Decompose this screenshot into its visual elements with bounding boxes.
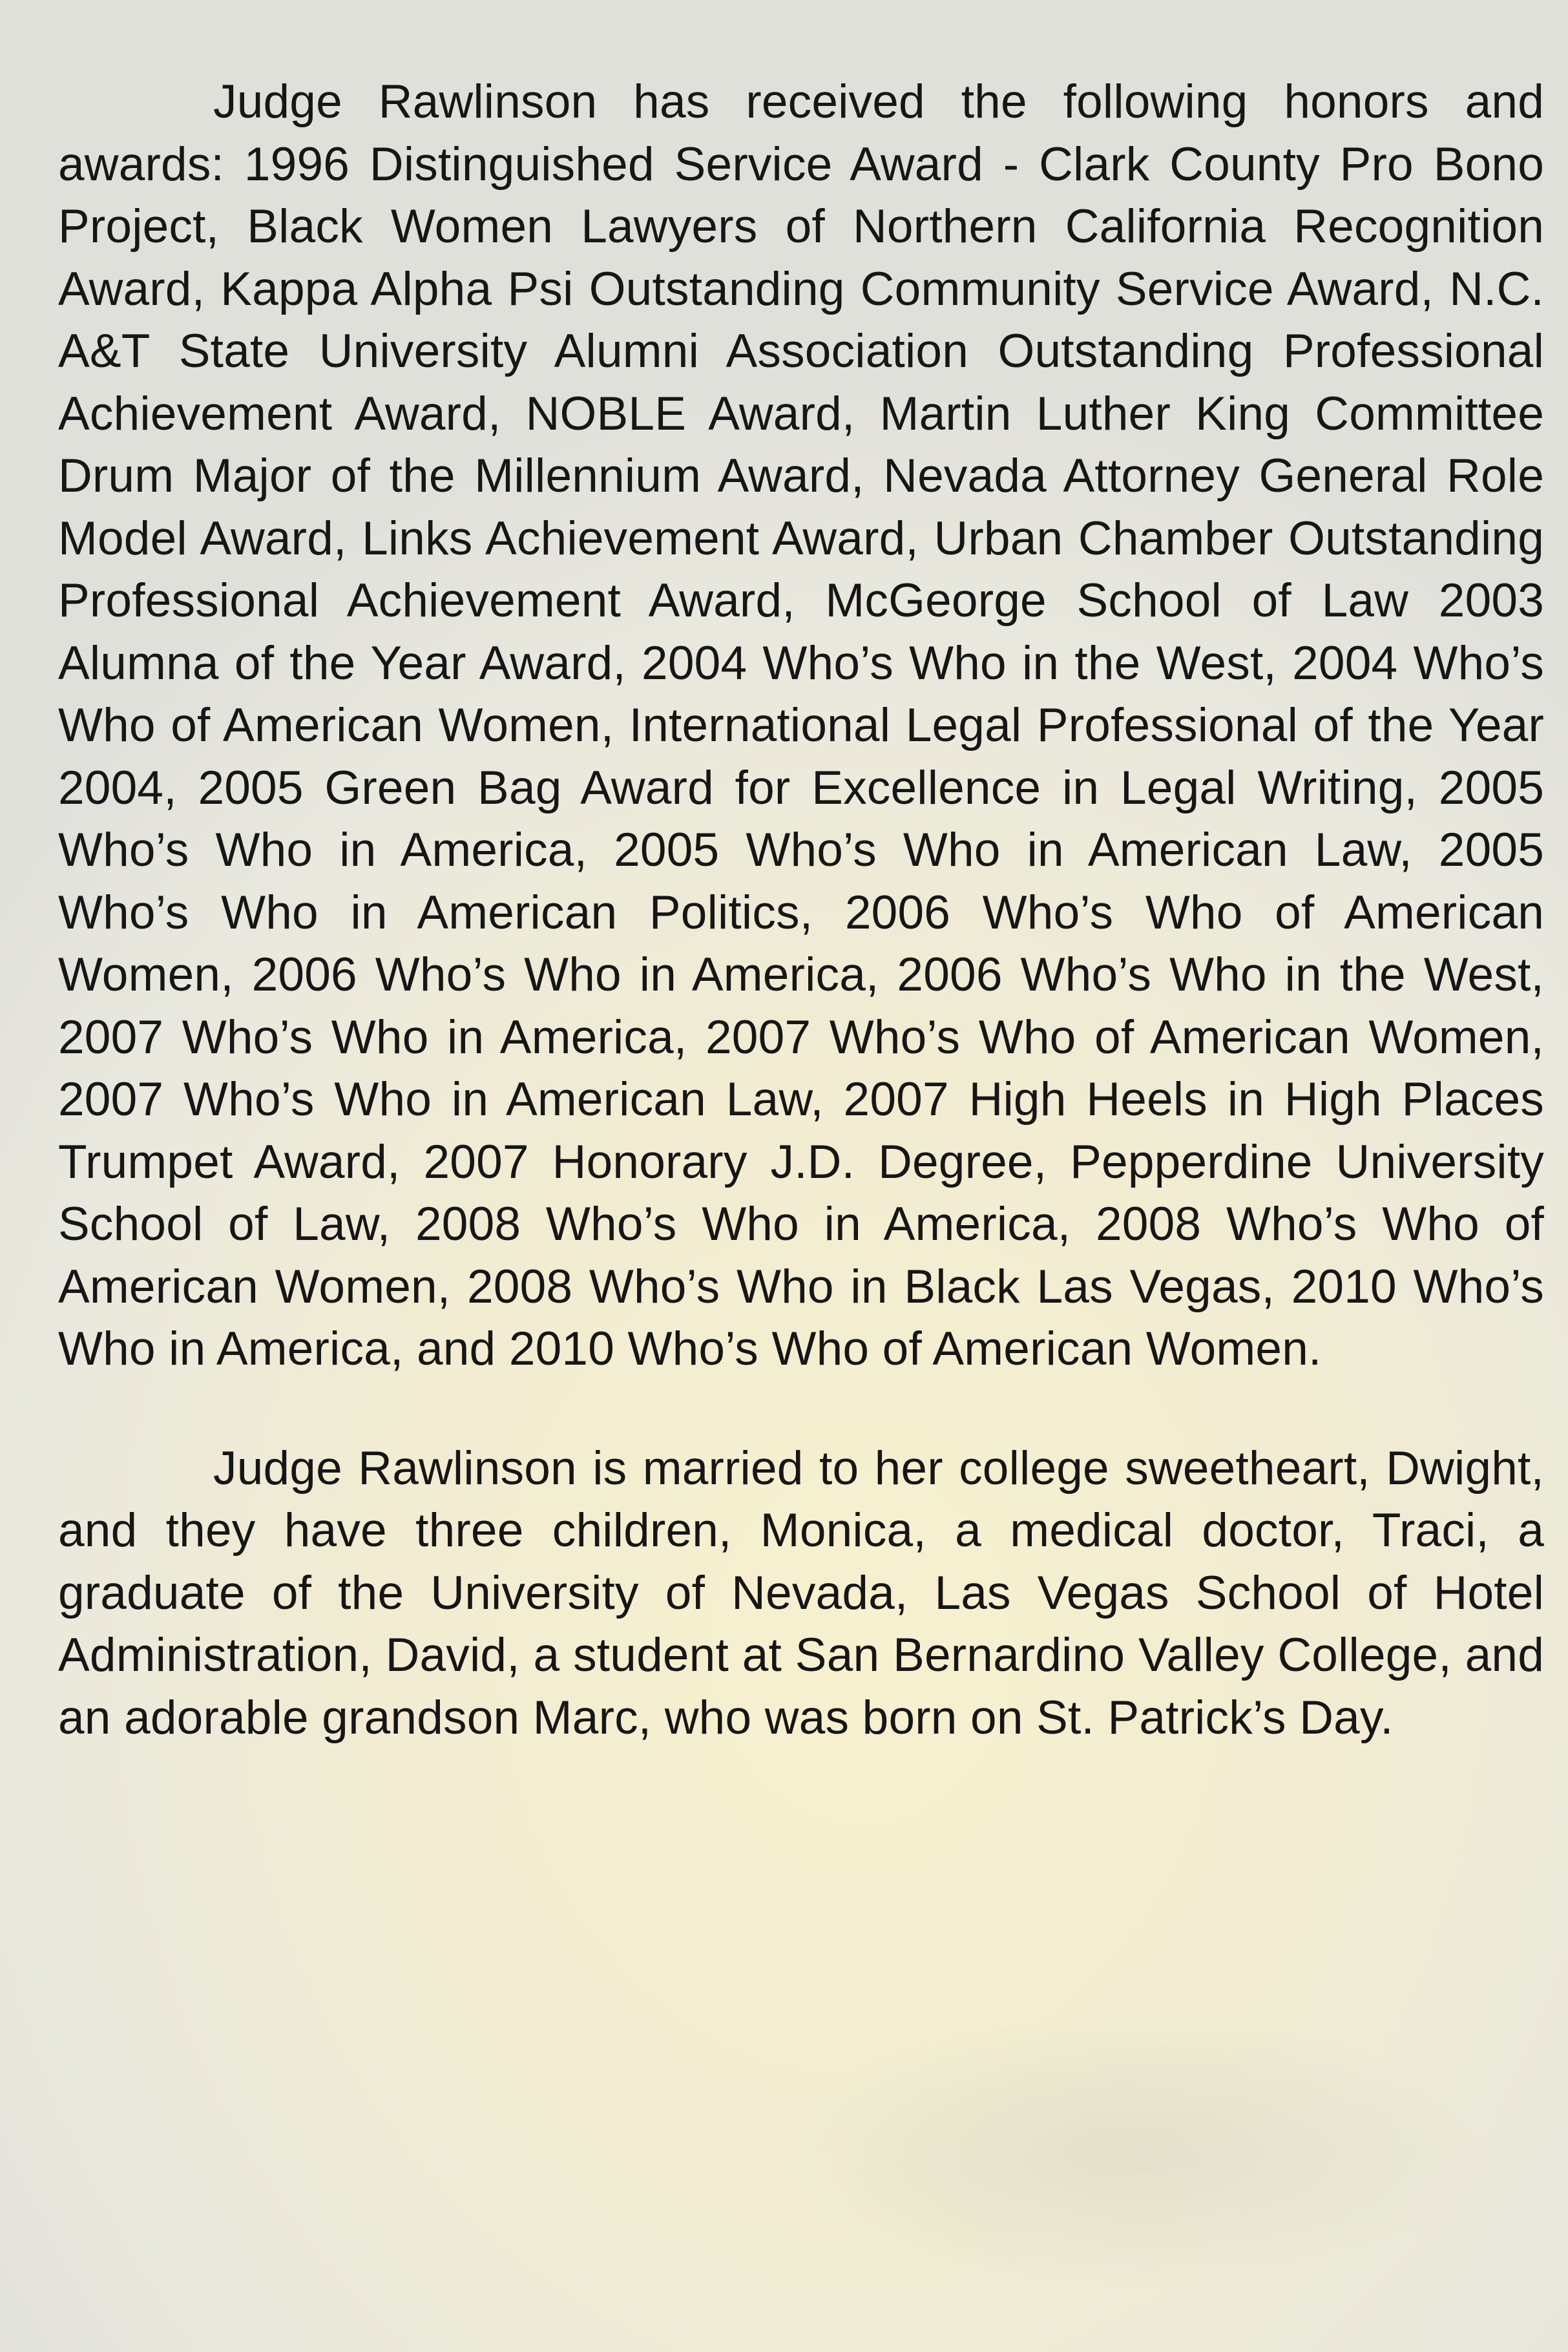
document-page [58,71,1544,1749]
honors-paragraph: Judge Rawlinson has received the following honors and awards: 1996 Distinguished Service Award - Clark County Pro Bono Project, Black Women Lawyers of Northern California Recognition Award, Kappa Alpha Psi Outstanding Community Service Award, N.C. A&T State University Alumni Association Outstanding Professional Achievement Award, NOBLE Award, Martin Luther King Committee Drum Major of the Millennium Award, Nevada Attorney General Role Model Award, Links Achievement Award, Urban Chamber Outstanding Professional Achievement Award, McGeorge School of Law 2003 Alumna of the Year Award, 2004 Who’s Who in the West, 2004 Who’s Who of American Women, International Legal Professional of the Year 2004, 2005 Green Bag Award for Excellence in Legal Writing, 2005 Who’s Who in America, 2005 Who’s Who in American Law, 2005 Who’s Who in American Politics, 2006 Who’s Who of American Women, 2006 Who’s Who in America, 2006 Who’s Who in the West, 2007 Who’s Who in America, 2007 Who’s Who of American Women, 2007 Who’s Who in American Law, 2007 High Heels in High Places Trumpet Award, 2007 Honorary J.D. Degree, Pepperdine University School of Law, 2008 Who’s Who in America, 2008 Who’s Who of American Women, 2008 Who’s Who in Black Las Vegas, 2010 Who’s Who in America, and 2010 Who’s Who of American Women. [58,76,1544,1375]
show-through-shadow [775,2016,1486,2287]
family-paragraph: Judge Rawlinson is married to her college sweetheart, Dwight, and they have three children, Monica, a medical doctor, Traci, a graduate of the University of Nevada, Las Vegas School of Hotel Administration, David, a student at San Bernardino Valley College, and an adorable grandson Marc, who was born on St. Patrick’s Day. [58,1442,1544,1744]
